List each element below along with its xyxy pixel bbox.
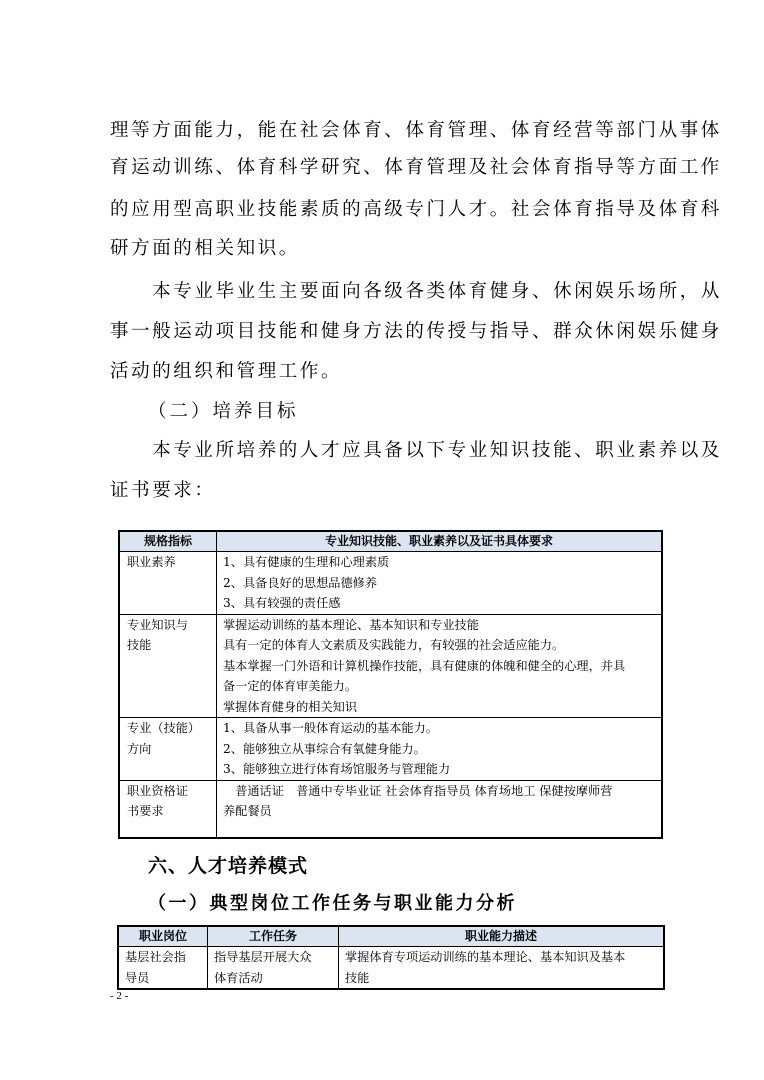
text-line: 本专业毕业生主要面向各级各类体育健身、休闲娱乐场所，从 <box>110 281 722 302</box>
table-row <box>119 718 662 781</box>
requirement-line: 基本掌握一门外语和计算机操作技能，具有健康的体魄和健全的心理，并具 <box>223 658 626 673</box>
table-header: 工作任务 <box>208 926 339 947</box>
table-header: 职业能力描述 <box>339 926 665 947</box>
requirement-line: 备一定的体育审美能力。 <box>223 679 358 693</box>
row-label: 书要求 <box>127 804 164 818</box>
requirement-line: 掌握运动训练的基本理论、基本知识和专业技能 <box>223 617 479 632</box>
requirements-table <box>118 530 663 839</box>
row-label: 方向 <box>127 741 152 756</box>
requirement-line: 掌握体育健身的相关知识 <box>223 699 358 714</box>
page-number: - 2 - <box>110 990 129 1002</box>
requirement-line: 3、能够独立进行体育场馆服务与管理能力 <box>223 762 451 776</box>
row-label: 技能 <box>127 638 152 652</box>
requirement-line: 1、具备从事一般体育运动的基本能力。 <box>223 721 438 735</box>
intro-line: 本专业所培养的人才应具备以下专业知识技能、职业素养以及 <box>110 440 722 461</box>
requirement-line: 3、具有较强的责任感 <box>223 596 341 610</box>
table-row <box>119 780 662 838</box>
requirement-line: 养配餐员 <box>223 804 272 818</box>
requirement-line: 普通话证 普通中专毕业证 社会体育指导员 体育场地工 保健按摩师营 <box>223 783 613 798</box>
ability-description: 技能 <box>345 970 370 985</box>
requirement-line: 2、具备良好的思想品德修养 <box>223 575 378 590</box>
text-line: 理等方面能力，能在社会体育、体育管理、体育经营等部门从事体 <box>110 120 722 141</box>
table-row <box>118 947 664 990</box>
table-row <box>119 552 662 615</box>
table-header: 职业岗位 <box>118 926 208 947</box>
chapter-heading: 六、人才培养模式 <box>148 855 309 877</box>
job-title: 基层社会指 <box>125 950 186 964</box>
requirement-line: 具有一定的体育人文素质及实践能力，有较强的社会适应能力。 <box>223 638 565 652</box>
text-line: 育运动训练、体育科学研究、体育管理及社会体育指导等方面工作 <box>110 157 722 178</box>
text-line: 事一般运动项目技能和健身方法的传授与指导、群众休闲娱乐健身 <box>110 321 722 342</box>
table-header: 规格指标 <box>119 531 217 552</box>
row-label: 专业（技能） <box>127 721 201 735</box>
row-label: 职业素养 <box>127 555 176 569</box>
job-task: 体育活动 <box>214 970 263 985</box>
text-line: 的应用型高职业技能素质的高级专门人才。社会体育指导及体育科 <box>110 199 722 220</box>
text-line: 研方面的相关知识。 <box>110 238 300 259</box>
row-label: 专业知识与 <box>127 617 188 632</box>
text-line: 活动的组织和管理工作。 <box>110 361 343 382</box>
ability-description: 掌握体育专项运动训练的基本理论、基本知识及基本 <box>345 950 626 964</box>
intro-line: 证书要求： <box>110 480 216 501</box>
section-heading: （二）培养目标 <box>148 401 299 422</box>
requirement-line: 2、能够独立从事综合有氧健身能力。 <box>223 741 426 756</box>
requirement-line: 1、具有健康的生理和心理素质 <box>223 555 390 569</box>
table-header: 专业知识技能、职业素养以及证书具体要求 <box>217 531 663 552</box>
job-analysis-table <box>117 925 665 990</box>
table-row <box>119 614 662 718</box>
row-label: 职业资格证 <box>127 783 188 798</box>
job-title: 导员 <box>125 970 150 985</box>
job-task: 指导基层开展大众 <box>214 950 312 964</box>
subsection-heading: （一）典型岗位工作任务与职业能力分析 <box>148 893 517 914</box>
